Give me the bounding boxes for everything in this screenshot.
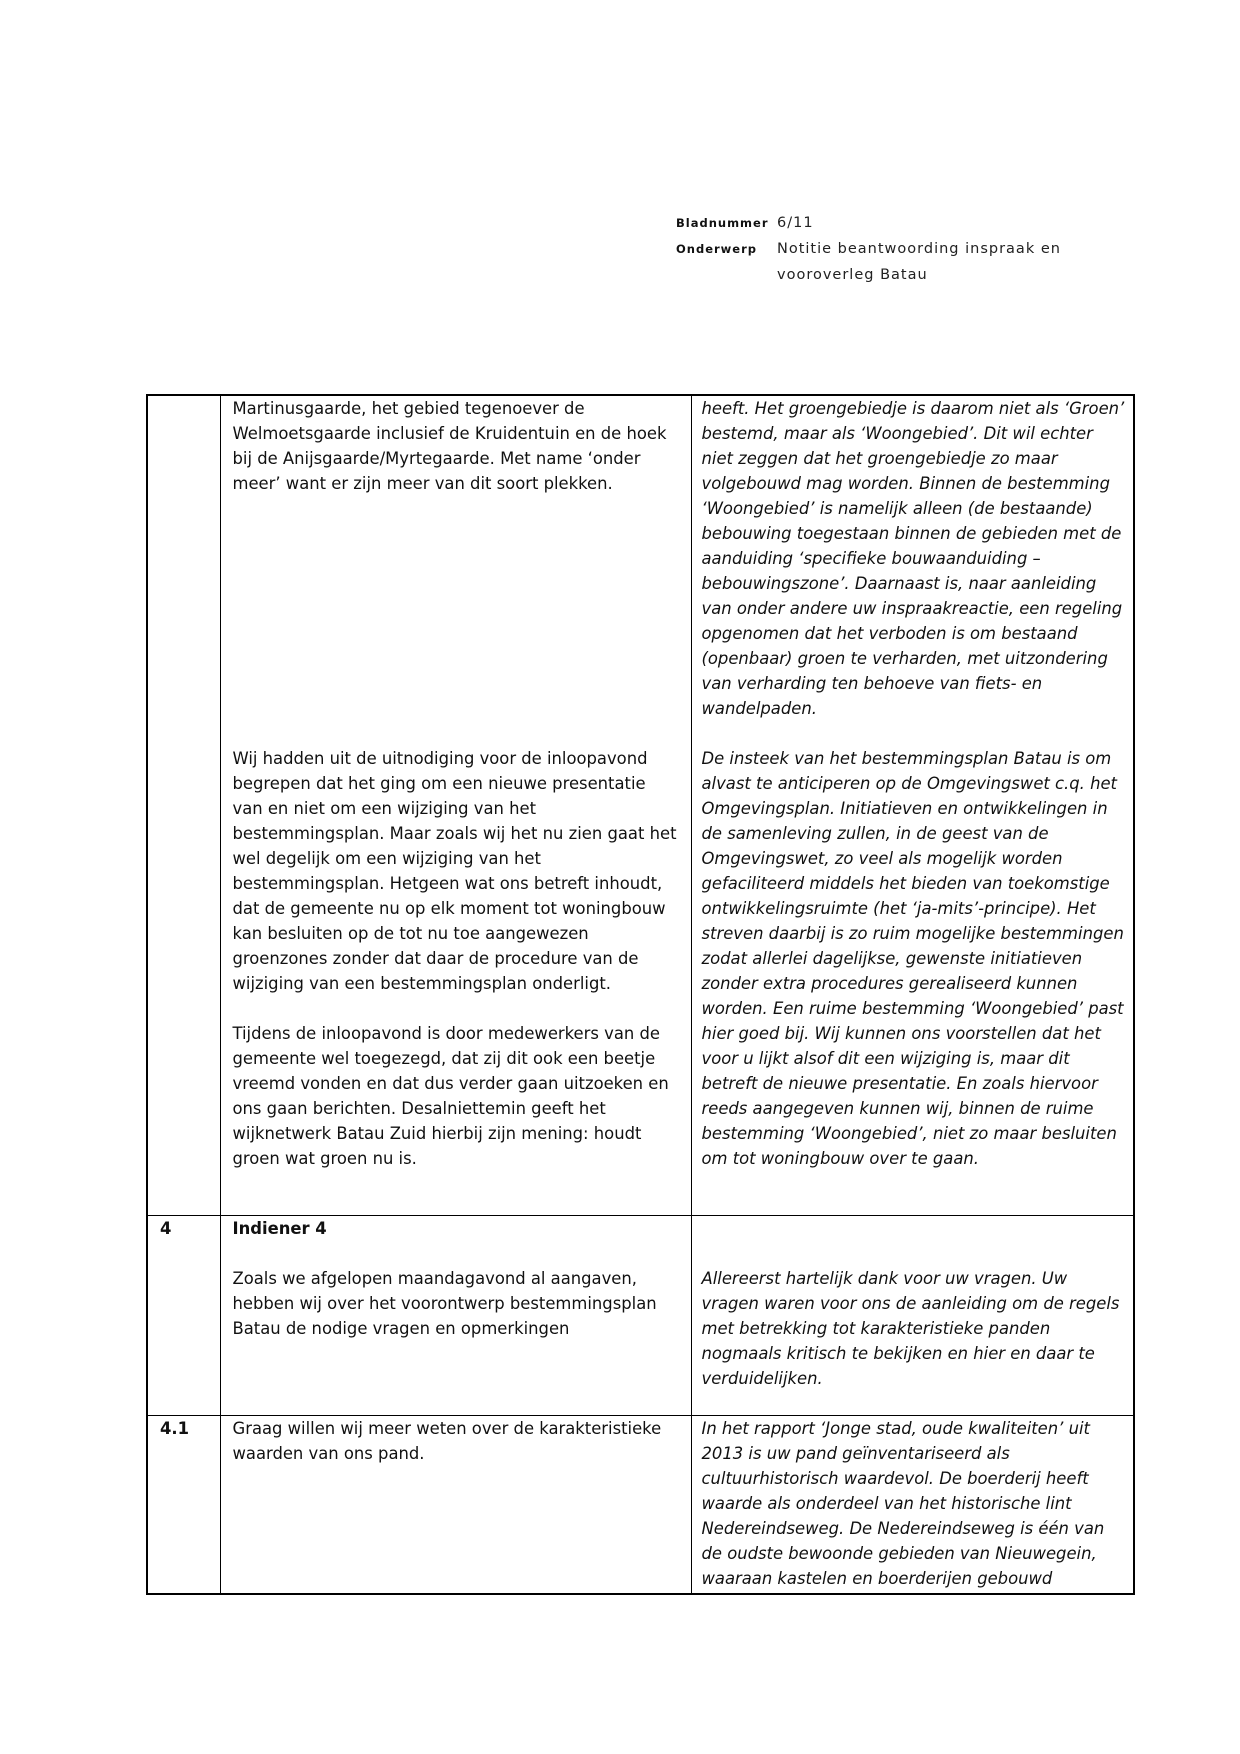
reaction-paragraph: Wij hadden uit de uitnodiging voor de inloopavond begrepen dat het ging om een nieuwe presentatie van en niet om een wijziging van het bestemmingsplan. Maar zoals wij het nu zien gaat het wel degelijk om een wijziging van het bestemmingsplan. Hetgeen wat ons betreft inhoudt, dat de gemeente nu op elk moment tot woningbouw kan besluiten op de tot nu toe aangewezen groenzones zonder dat daar de procedure van de wijziging van een bestemmingsplan onderligt.: [232, 749, 677, 993]
answer-paragraph: heeft. Het groengebiedje is daarom niet als ‘Groen’ bestemd, maar als ‘Woongebied’. Dit wil echter niet zeggen dat het groengebiedje zo maar volgebouwd mag worden. Binnen de bestemming ‘Woongebied’ is namelijk alleen (de bestaande) bebouwing toegestaan binnen de gebieden met de aanduiding ‘specifieke bouwaanduiding – bebouwingszone’. Daarnaast is, naar aanleiding van onder andere uw inspraakreactie, een regeling opgenomen dat het verboden is om bestaand (openbaar) groen te verharden, met uitzondering van verharding ten behoeve van fiets- en wandelpaden.: [701, 399, 1125, 718]
table-row: [147, 1215, 1134, 1415]
response-table: [146, 394, 1135, 1595]
reaction-paragraph: Zoals we afgelopen maandagavond al aangaven, hebben wij over het voorontwerp bestemmingsplan Batau de nodige vragen en opmerkingen: [232, 1268, 657, 1338]
page-header: [676, 210, 1061, 288]
answer-paragraph: In het rapport ‘Jonge stad, oude kwaliteiten’ uit 2013 is uw pand geïnventariseerd als cultuurhistorisch waardevol. De boerderij heeft waarde als onderdeel van het historische lint Nedereindseweg. De Nedereindseweg is één van de oudste bewoonde gebieden van Nieuwegein, waaraan kastelen en boerderijen gebouwd: [701, 1418, 1105, 1588]
reaction-cell: [220, 1415, 691, 1594]
reaction-paragraph: Graag willen wij meer weten over de karakteristieke waarden van ons pand.: [232, 1418, 662, 1463]
reaction-paragraph: Tijdens de inloopavond is door medewerkers van de gemeente wel toegezegd, dat zij dit ook een beetje vreemd vonden en dat dus verder gaan uitzoeken en ons gaan berichten. Desalniettemin geeft het wijknetwerk Batau Zuid hierbij zijn mening: houdt groen wat groen nu is.: [232, 1024, 669, 1168]
subject-label: Onderwerp: [676, 242, 757, 256]
table-row: [147, 1415, 1134, 1594]
answer-cell: [691, 1415, 1134, 1594]
page-number-label: Bladnummer: [676, 216, 769, 230]
subject-value: [777, 236, 1061, 288]
row-number: 4: [147, 1215, 220, 1415]
reaction-paragraph: Martinusgaarde, het gebied tegenoever de Welmoetsgaarde inclusief de Kruidentuin en de hoek bij de Anijsgaarde/Myrtegaarde. Met name ‘onder meer’ want er zijn meer van dit soort plekken.: [232, 399, 667, 493]
answer-cell: [691, 395, 1134, 1215]
page-number-row: [676, 210, 1061, 236]
submitter-heading: Indiener 4: [232, 1218, 327, 1238]
reaction-cell: [220, 1215, 691, 1415]
answer-paragraph: De insteek van het bestemmingsplan Batau is om alvast te anticiperen op de Omgevingswet c.q. het Omgevingsplan. Initiatieven en ontwikkelingen in de samenleving zullen, in de geest van de Omgevingswet, zo veel als mogelijk worden gefaciliteerd middels het bieden van toekomstige ontwikkelingsruimte (het ‘ja-mits’-principe). Het streven daarbij is zo ruim mogelijke bestemmingen zodat allerlei dagelijkse, gewenste initiatieven zonder extra procedures gerealiseerd kunnen worden. Een ruime bestemming ‘Woongebied’ past hier goed bij. Wij kunnen ons voorstellen dat het voor u lijkt alsof dit een wijziging is, maar dit betreft de nieuwe presentatie. En zoals hiervoor reeds aangegeven kunnen wij, binnen de ruime bestemming ‘Woongebied’, niet zo maar besluiten om tot woningbouw over te gaan.: [701, 749, 1124, 1168]
subject-row: [676, 236, 1061, 288]
table-row: [147, 395, 1134, 1215]
answer-paragraph: Allereerst hartelijk dank voor uw vragen. Uw vragen waren voor ons de aanleiding om de regels met betrekking tot karakteristieke panden nogmaals kritisch te bekijken en hier en daar te verduidelijken.: [701, 1268, 1120, 1388]
page-number-value: 6/11: [777, 215, 814, 231]
subject-line-2: vooroverleg Batau: [777, 267, 928, 283]
row-number: [147, 395, 220, 1215]
reaction-cell: [220, 395, 691, 1215]
subject-line-1: Notitie beantwoording inspraak en: [777, 241, 1061, 257]
answer-cell: [691, 1215, 1134, 1415]
row-number: 4.1: [147, 1415, 220, 1594]
